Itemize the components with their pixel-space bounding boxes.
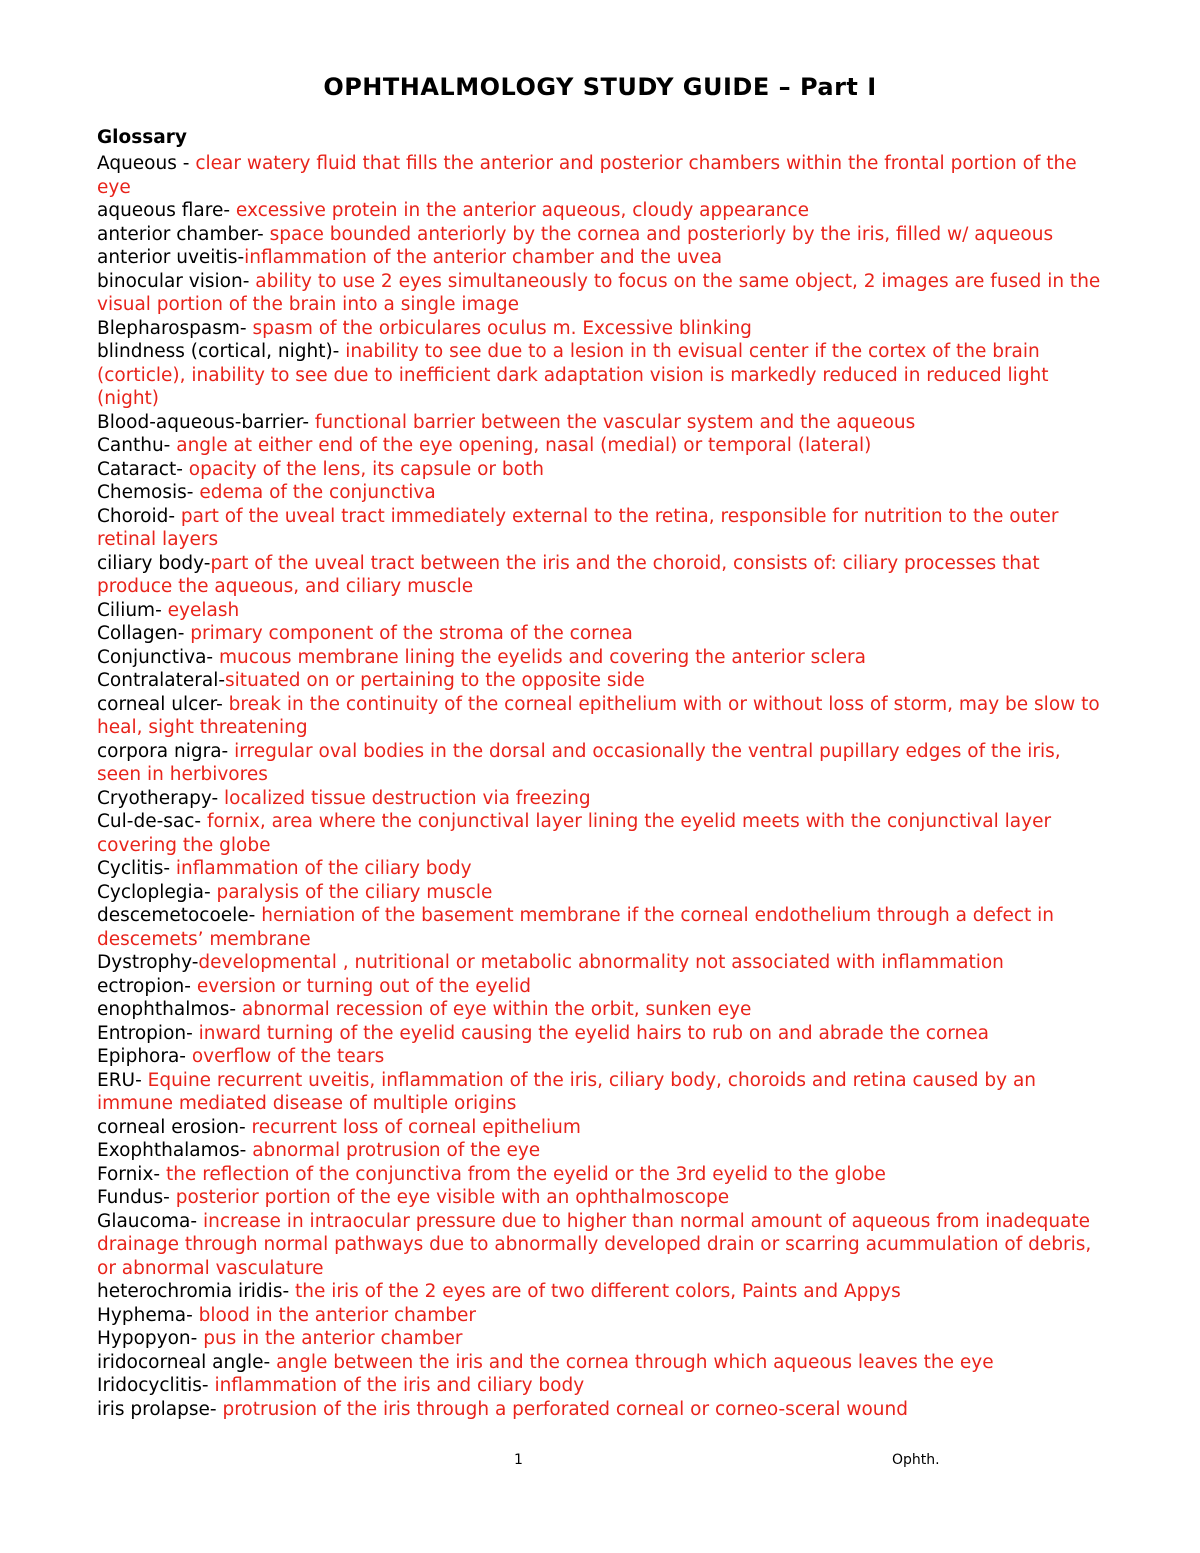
glossary-term: heterochromia iridis- xyxy=(97,1281,296,1302)
glossary-term: corneal erosion- xyxy=(97,1116,252,1138)
glossary-entry xyxy=(97,1022,1107,1046)
glossary-term: Cryotherapy- xyxy=(97,787,225,809)
glossary-definition: the reflection of the conjunctiva from the eyelid or the 3rd eyelid to the globe xyxy=(165,1163,886,1185)
glossary-term: anterior uveitis- xyxy=(97,247,245,268)
glossary-term: Hyphema- xyxy=(97,1304,199,1326)
glossary-definition: situated on or pertaining to the opposite side xyxy=(225,670,645,691)
glossary-definition: edema of the conjunctiva xyxy=(199,482,436,503)
glossary-term: Fornix- xyxy=(97,1163,166,1185)
glossary-entry xyxy=(97,904,1107,951)
glossary-definition: primary component of the stroma of the cornea xyxy=(190,623,633,644)
glossary-term: Cyclitis- xyxy=(97,858,176,879)
glossary-definition: recurrent loss of corneal epithelium xyxy=(251,1116,581,1138)
glossary-entry xyxy=(97,787,1107,811)
glossary-entry xyxy=(97,1069,1107,1116)
glossary-entry xyxy=(97,223,1107,247)
glossary-term: Fundus- xyxy=(97,1187,176,1208)
glossary-term: iridocorneal angle- xyxy=(97,1351,277,1373)
glossary-term: Blood-aqueous-barrier- xyxy=(97,411,315,433)
glossary-entry xyxy=(97,505,1107,552)
glossary-definition: angle between the iris and the cornea through which aqueous leaves the eye xyxy=(276,1351,994,1373)
glossary-term: Epiphora- xyxy=(97,1046,192,1067)
section-heading: Glossary xyxy=(97,127,187,148)
glossary-definition: abnormal recession of eye within the orbit, sunken eye xyxy=(241,999,752,1020)
glossary-definition: Equine recurrent uveitis, inflammation of the iris, ciliary body, choroids and retina caused by an immune mediated disease of multiple origins xyxy=(97,1069,1037,1114)
glossary-entry xyxy=(97,1186,1107,1210)
glossary-entry xyxy=(97,340,1107,411)
glossary-definition: fornix, area where the conjunctival layer lining the eyelid meets with the conjunctival layer covering the globe xyxy=(97,811,1052,856)
glossary-entry xyxy=(97,669,1107,693)
glossary-term: Cataract- xyxy=(97,458,189,480)
glossary-entry xyxy=(97,1139,1107,1163)
glossary-entry xyxy=(97,951,1107,975)
glossary-definition: abnormal protrusion of the eye xyxy=(252,1140,541,1161)
glossary-term: anterior chamber- xyxy=(97,223,270,245)
glossary-entry xyxy=(97,975,1107,999)
glossary-term: corneal ulcer- xyxy=(97,693,229,715)
glossary-entry xyxy=(97,152,1107,199)
glossary-definition: space bounded anteriorly by the cornea and posteriorly by the iris, filled w/ aqueous xyxy=(269,223,1054,245)
glossary-term: Collagen- xyxy=(97,623,191,644)
glossary-definition: herniation of the basement membrane if the corneal endothelium through a defect in descemets’ membrane xyxy=(97,905,1054,950)
glossary-entry xyxy=(97,1304,1107,1328)
glossary-term: Aqueous - xyxy=(97,153,196,174)
glossary-entry xyxy=(97,411,1107,435)
glossary-entry xyxy=(97,1280,1107,1304)
glossary-entry xyxy=(97,599,1107,623)
glossary-entry xyxy=(97,1398,1107,1422)
glossary-definition: excessive protein in the anterior aqueous, cloudy appearance xyxy=(235,200,809,221)
glossary-entry xyxy=(97,1374,1107,1398)
glossary-definition: the iris of the 2 eyes are of two different colors, Paints and Appys xyxy=(295,1281,901,1302)
glossary-entry xyxy=(97,246,1107,270)
glossary-definition: spasm of the orbiculares oculus m. Excessive blinking xyxy=(252,317,752,339)
glossary-entry xyxy=(97,857,1107,881)
glossary-definition: break in the continuity of the corneal epithelium with or without loss of storm, may be slow to heal, sight threatening xyxy=(97,693,1100,738)
glossary-entry xyxy=(97,740,1107,787)
glossary-entry xyxy=(97,646,1107,670)
glossary-definition: protrusion of the iris through a perforated corneal or corneo-sceral wound xyxy=(222,1398,908,1420)
glossary-entry xyxy=(97,693,1107,740)
glossary-definition: irregular oval bodies in the dorsal and occasionally the ventral pupillary edges of the iris, seen in herbivores xyxy=(97,740,1061,785)
glossary-term: Cul-de-sac- xyxy=(97,811,207,832)
glossary-term: blindness (cortical, night)- xyxy=(97,341,346,362)
glossary-definition: localized tissue destruction via freezing xyxy=(224,787,591,809)
glossary-definition: inward turning of the eyelid causing the eyelid hairs to rub on and abrade the cornea xyxy=(198,1022,989,1044)
glossary-definition: eversion or turning out of the eyelid xyxy=(196,975,531,997)
glossary-definition: overflow of the tears xyxy=(191,1046,385,1067)
glossary-entry xyxy=(97,317,1107,341)
glossary-term: Conjunctiva- xyxy=(97,646,219,668)
glossary-definition: inability to see due to a lesion in th evisual center if the cortex of the brain (corticle), inability to see due to inefficient dark adaptation vision is markedly reduced in reduced light (night) xyxy=(97,341,1049,409)
glossary-term: Exophthalamos- xyxy=(97,1140,253,1161)
glossary-definition: inflammation of the anterior chamber and the uvea xyxy=(244,247,723,268)
page-title: OPHTHALMOLOGY STUDY GUIDE – Part I xyxy=(323,73,877,101)
glossary-entry xyxy=(97,998,1107,1022)
glossary-term: Contralateral- xyxy=(97,670,226,691)
glossary-definition: part of the uveal tract immediately external to the retina, responsible for nutrition to the outer retinal layers xyxy=(97,505,1059,550)
glossary-term: enophthalmos- xyxy=(97,999,242,1020)
glossary-term: corpora nigra- xyxy=(97,740,235,762)
glossary-term: Blepharospasm- xyxy=(97,317,253,339)
glossary-definition: clear watery fluid that fills the anterior and posterior chambers within the frontal portion of the eye xyxy=(97,153,1077,198)
glossary-definition: opacity of the lens, its capsule or both xyxy=(188,458,544,480)
glossary-definition: part of the uveal tract between the iris and the choroid, consists of: ciliary processes that produce the aqueous, and ciliary muscle xyxy=(97,552,1040,597)
glossary-entry xyxy=(97,1045,1107,1069)
glossary-entry xyxy=(97,458,1107,482)
glossary-entry xyxy=(97,1351,1107,1375)
glossary-definition: mucous membrane lining the eyelids and covering the anterior sclera xyxy=(218,646,866,668)
glossary-entry xyxy=(97,434,1107,458)
glossary-entry xyxy=(97,881,1107,905)
glossary-term: Cycloplegia- xyxy=(97,881,217,903)
glossary-term: aqueous flare- xyxy=(97,200,236,221)
glossary-definition: functional barrier between the vascular system and the aqueous xyxy=(314,411,916,433)
glossary-definition: inflammation of the ciliary body xyxy=(175,858,472,879)
glossary-definition: blood in the anterior chamber xyxy=(198,1304,476,1326)
glossary-term: binocular vision- xyxy=(97,270,256,292)
glossary-entry xyxy=(97,552,1107,599)
glossary-entry xyxy=(97,1116,1107,1140)
glossary-definition: inflammation of the iris and ciliary body xyxy=(214,1375,585,1396)
glossary-entry xyxy=(97,1210,1107,1281)
glossary-term: ectropion- xyxy=(97,975,197,997)
glossary-term: descemetocoele- xyxy=(97,905,262,926)
glossary-definition: developmental , nutritional or metabolic abnormality not associated with inflammation xyxy=(198,952,1004,973)
glossary-term: Choroid- xyxy=(97,505,181,527)
glossary-term: Entropion- xyxy=(97,1022,199,1044)
glossary-entry xyxy=(97,622,1107,646)
glossary-entry xyxy=(97,270,1107,317)
glossary-term: ERU- xyxy=(97,1069,148,1091)
glossary-entry xyxy=(97,1163,1107,1187)
glossary-term: iris prolapse- xyxy=(97,1398,223,1420)
glossary-definition: ability to use 2 eyes simultaneously to focus on the same object, 2 images are fused in the visual portion of the brain into a single image xyxy=(97,270,1101,315)
glossary-term: Iridocyclitis- xyxy=(97,1375,215,1396)
glossary-entry xyxy=(97,1327,1107,1351)
glossary-definition: increase in intraocular pressure due to higher than normal amount of aqueous from inadequate drainage through normal pathways due to abnormally developed drain or scarring acummulation of debris, or abnormal vasculature xyxy=(97,1210,1092,1279)
glossary-term: Chemosis- xyxy=(97,482,200,503)
glossary-definition: pus in the anterior chamber xyxy=(203,1328,463,1349)
glossary-term: Dystrophy- xyxy=(97,952,199,973)
glossary-definition: angle at either end of the eye opening, nasal (medial) or temporal (lateral) xyxy=(176,435,872,456)
glossary-entry xyxy=(97,481,1107,505)
glossary-entry xyxy=(97,199,1107,223)
glossary-term: Hypopyon- xyxy=(97,1328,204,1349)
glossary-definition: paralysis of the ciliary muscle xyxy=(216,881,493,903)
glossary-definition: eyelash xyxy=(167,599,240,621)
glossary-term: Canthu- xyxy=(97,435,177,456)
glossary-entry xyxy=(97,810,1107,857)
glossary-term: Cilium- xyxy=(97,599,168,621)
glossary-list xyxy=(97,152,1107,1421)
glossary-term: Glaucoma- xyxy=(97,1210,203,1232)
footer-page-number: 1 xyxy=(514,1452,523,1468)
footer-label: Ophth. xyxy=(892,1452,940,1468)
glossary-term: ciliary body- xyxy=(97,552,211,574)
glossary-definition: posterior portion of the eye visible with an ophthalmoscope xyxy=(175,1187,730,1208)
